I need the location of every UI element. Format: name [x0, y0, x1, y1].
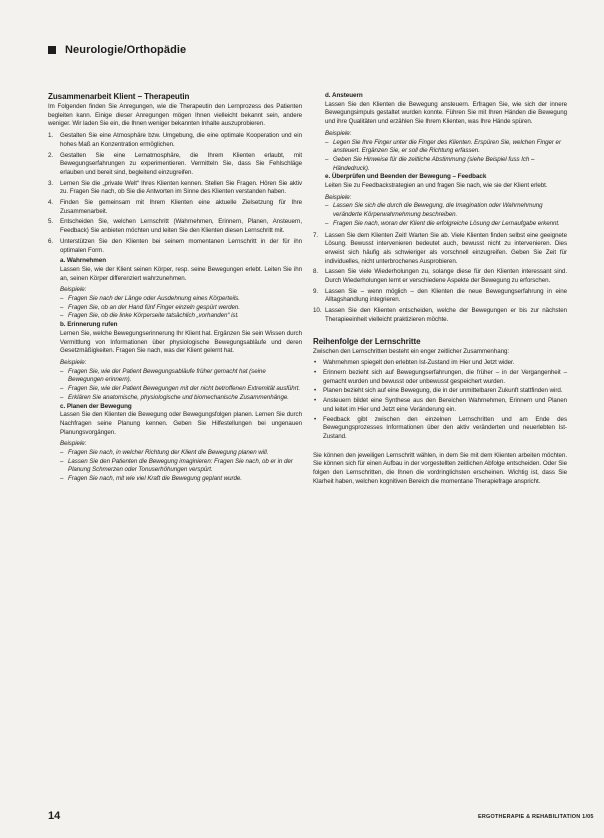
publication-source: ERGOTHERAPIE & REHABILITATION 1/05 — [478, 814, 594, 820]
list-item: 8. Lassen Sie viele Wiederholungen zu, solange diese für den Klienten interessant sind. Durch Wiederholungen lernt er verschiedene Aspekte der Bewegung zu erforschen. — [313, 268, 567, 285]
example-item: – Fragen Sie, ob die linke Körperseite tatsächlich „vorhanden“ ist. — [60, 312, 239, 320]
example-item: – Fragen Sie nach, mit wie viel Kraft die Bewegung geplant wurde. — [60, 475, 242, 483]
page-number: 14 — [48, 810, 61, 822]
right-column — [313, 92, 567, 489]
section-intro: Zwischen den Lernschritten besteht ein enger zeitlicher Zusammenhang: — [313, 347, 510, 355]
examples-label: Beispiele: — [325, 129, 352, 137]
examples-label: Beispiele: — [60, 358, 87, 366]
subsection-d — [325, 92, 567, 229]
example-item: – Fragen Sie nach, woran der Klient die erfolgreiche Lösung der Lernaufgabe erkennt. — [325, 219, 560, 227]
example-item: – Fragen Sie, wie der Patient Bewegungen mit der nicht betroffenen Extremität ausführt. — [60, 385, 301, 393]
list-item: 9. Lassen Sie – wenn möglich – den Klienten die neue Bewegungserfahrung in eine Alltagshandlung integrieren. — [313, 287, 567, 304]
examples-list — [60, 368, 302, 403]
example-item: – Erklären Sie anatomische, physiologische und biomechanische Zusammenhänge. — [60, 393, 289, 401]
list-item: 2. Gestalten Sie eine Lernatmosphäre, die Ihrem Klienten erlaubt, mit Bewegungserfahrungen zu experimentieren. Vermitteln Sie, dass Sie Fehlschläge erlauben und bereit sind, begleitend einzugreifen. — [48, 151, 302, 176]
closing-paragraph: Sie können den jeweiligen Lernschritt wählen, in dem Sie mit dem Klienten arbeiten möchten. Sie können sich für einen Aufbau in der vorgestellten zeitlichen Abfolge entscheiden. Oder Sie folgen den Lernschritten, die Ihnen die vordringlichsten erscheinen. Wichtig ist, dass Sie Klarheit haben, welchen kognitiven Bereich die momentane Therapiefrage anspricht. — [313, 451, 567, 485]
example-item: – Fragen Sie, wie der Patient Bewegungsabläufe früher gemacht hat (seine Bewegungen erinnern). — [60, 367, 266, 384]
bullet-item: • Ansteuern bildet eine Synthese aus den Bereichen Wahrnehmen, Erinnern und Planen und leitet im Hier und Jetzt eine Veränderung ein. — [314, 397, 567, 413]
example-item: – Legen Sie Ihre Finger unter die Finger des Klienten. Erspüren Sie, welchen Finger er ansteuert. Ergänzen Sie, er soll die Richtung erfassen. — [325, 138, 561, 155]
subsection-text: Lernen Sie, welche Bewegungserinnerung Ihr Klient hat. Ergänzen Sie sein Wissen durch Vermittlung von Informationen über physiologische Bewegungsabläufe und deren Gesetzmäßigkeiten. Fragen Sie nach, was der Klient gelernt hat. — [60, 329, 302, 355]
list-item: 7. Lassen Sie dem Klienten Zeit! Warten Sie ab. Viele Klienten finden selbst eine geeignete Lösung. Bewusst intervenieren bedeutet auch, bewusst nicht zu intervenieren. Dies erweist sich häufig als schwieriger als vorschnell einzugreifen. Geben Sie Zeit für individuelles, nicht unterbrochenes Ausprobieren. — [313, 231, 567, 265]
subsection-heading: b. Erinnerung rufen — [60, 321, 118, 329]
example-item: – Fragen Sie, ob an der Hand fünf Finger einzeln gespürt werden. — [60, 303, 240, 311]
bullet-item: • Planen bezieht sich auf eine Bewegung, die in der unmittelbaren Zukunft stattfinden wird. — [314, 387, 563, 395]
article-heading: Zusammenarbeit Klient – Therapeutin — [48, 92, 190, 101]
section-heading: Reihenfolge der Lernschritte — [313, 336, 421, 346]
bullet-item: • Erinnern bezieht sich auf Bewegungserfahrungen, die früher – in der Vergangenheit – gemacht wurden und bewusst oder unbewusst gespeichert wurden. — [314, 368, 567, 385]
example-item: – Fragen Sie nach, in welcher Richtung der Klient die Bewegung planen will. — [60, 449, 269, 457]
bullet-item: • Feedback gibt zwischen den einzelnen Lernschritten und am Ende des Bewegungsprozesses Informationen über den aktiv veränderten und neuerlebten Ist-Zustand. — [314, 415, 567, 440]
bullet-list — [313, 359, 567, 441]
section-title: Neurologie/Orthopädie — [65, 44, 187, 56]
numbered-list — [313, 232, 567, 325]
subsection-a — [60, 257, 302, 484]
subsection-heading: d. Ansteuern — [325, 92, 363, 99]
subsection-heading: e. Überprüfen und Beenden der Bewegung – Feedback — [325, 173, 487, 181]
subsection-text: Leiten Sie zu Feedbackstrategien an und fragen Sie nach, wie sie der Klient erlebt. — [325, 182, 548, 190]
section-header — [48, 42, 186, 58]
examples-list — [325, 202, 567, 228]
examples-label: Beispiele: — [60, 286, 87, 294]
list-item: 5. Entscheiden Sie, welchen Lernschritt (Wahrnehmen, Erinnern, Planen, Ansteuern, Feedback) Sie anbieten möchten und leiten Sie den Klienten diesen Lernschritt mit. — [48, 218, 302, 235]
example-item: – Geben Sie Hinweise für die zeitliche Abstimmung (siehe Beispiel fuss Ich – Händedruck). — [325, 155, 535, 172]
example-item: – Fragen Sie nach der Länge oder Ausdehnung eines Körperteils. — [60, 295, 240, 303]
examples-label: Beispiele: — [325, 193, 352, 201]
list-item: 4. Finden Sie gemeinsam mit Ihrem Klienten eine aktuelle Zielsetzung für Ihre Zusammenarbeit. — [48, 199, 302, 215]
list-item: 3. Lernen Sie die „private Welt“ Ihres Klienten kennen. Stellen Sie Fragen. Hören Sie aktiv zu. Fragen Sie nach, ob Sie die Antworten im Sinne des Klienten verstanden haben. — [48, 179, 302, 196]
subsection-text: Lassen Sie, wie der Klient seinen Körper, resp. seine Bewegungen erlebt. Leiten Sie ihn an, seinen Körper differenziert wahrzunehmen. — [60, 265, 302, 282]
left-column — [48, 92, 302, 484]
examples-list — [60, 295, 302, 321]
subsection-text: Lassen Sie den Klienten die Bewegung oder Bewegungsfolgen planen. Lernen Sie durch Nachfragen seine Planung kennen. Geben Sie Hilfestellungen bei ungenauen Planungsvorgängen. — [60, 411, 302, 436]
square-bullet-icon — [48, 46, 56, 54]
examples-list — [325, 139, 567, 174]
subsection-heading: a. Wahrnehmen — [60, 257, 107, 265]
examples-label: Beispiele: — [60, 440, 87, 448]
list-item: 6. Unterstützen Sie den Klienten bei seinem momentanen Lernschritt in der für ihn optimalen Form. — [48, 237, 302, 254]
example-item: – Lassen Sie sich die durch die Bewegung, die Imagination oder Wahrnehmung veränderte Körperwahrnehmung beschreiben. — [325, 202, 543, 219]
list-item: 10. Lassen Sie den Klienten entscheiden, welche der Bewegungen er bis zur nächsten Therapieeinheit vielleicht praktizieren möchte. — [313, 307, 567, 323]
example-item: – Lassen Sie den Patienten die Bewegung imaginieren: Fragen Sie nach, ob er in der Planung Schmerzen oder Tonuserhöhungen verspürt. — [60, 457, 293, 474]
subsection-heading: c. Planen der Bewegung — [60, 402, 132, 410]
intro-paragraph: Im Folgenden finden Sie Anregungen, wie die Therapeutin den Lernprozess des Patienten begleiten kann. Einige dieser Anregungen mögen Ihnen vielleicht bekannt sein, andere weniger. Wir laden Sie ein, die Ihnen weniger bekannten Inhalte auszuprobieren. — [48, 103, 302, 128]
examples-list — [60, 449, 302, 484]
subsection-text: Lassen Sie den Klienten die Bewegung ansteuern. Erfragen Sie, wie sich der innere Bewegungsimpuls gestaltet wurden konnte. Führen Sie mit Ihren Händen die Bewegung und ihre Qualitäten und erzählen Sie Ihrem Klienten, was Ihre Hände spüren. — [325, 100, 567, 126]
bullet-item: • Wahrnehmen spiegelt den erlebten Ist-Zustand im Hier und Jetzt wider. — [314, 359, 515, 367]
numbered-list — [48, 132, 302, 255]
list-item: 1. Gestalten Sie eine Atmosphäre bzw. Umgebung, die eine optimale Kooperation und ein hohes Maß an Konzentration ermöglichen. — [48, 132, 302, 148]
